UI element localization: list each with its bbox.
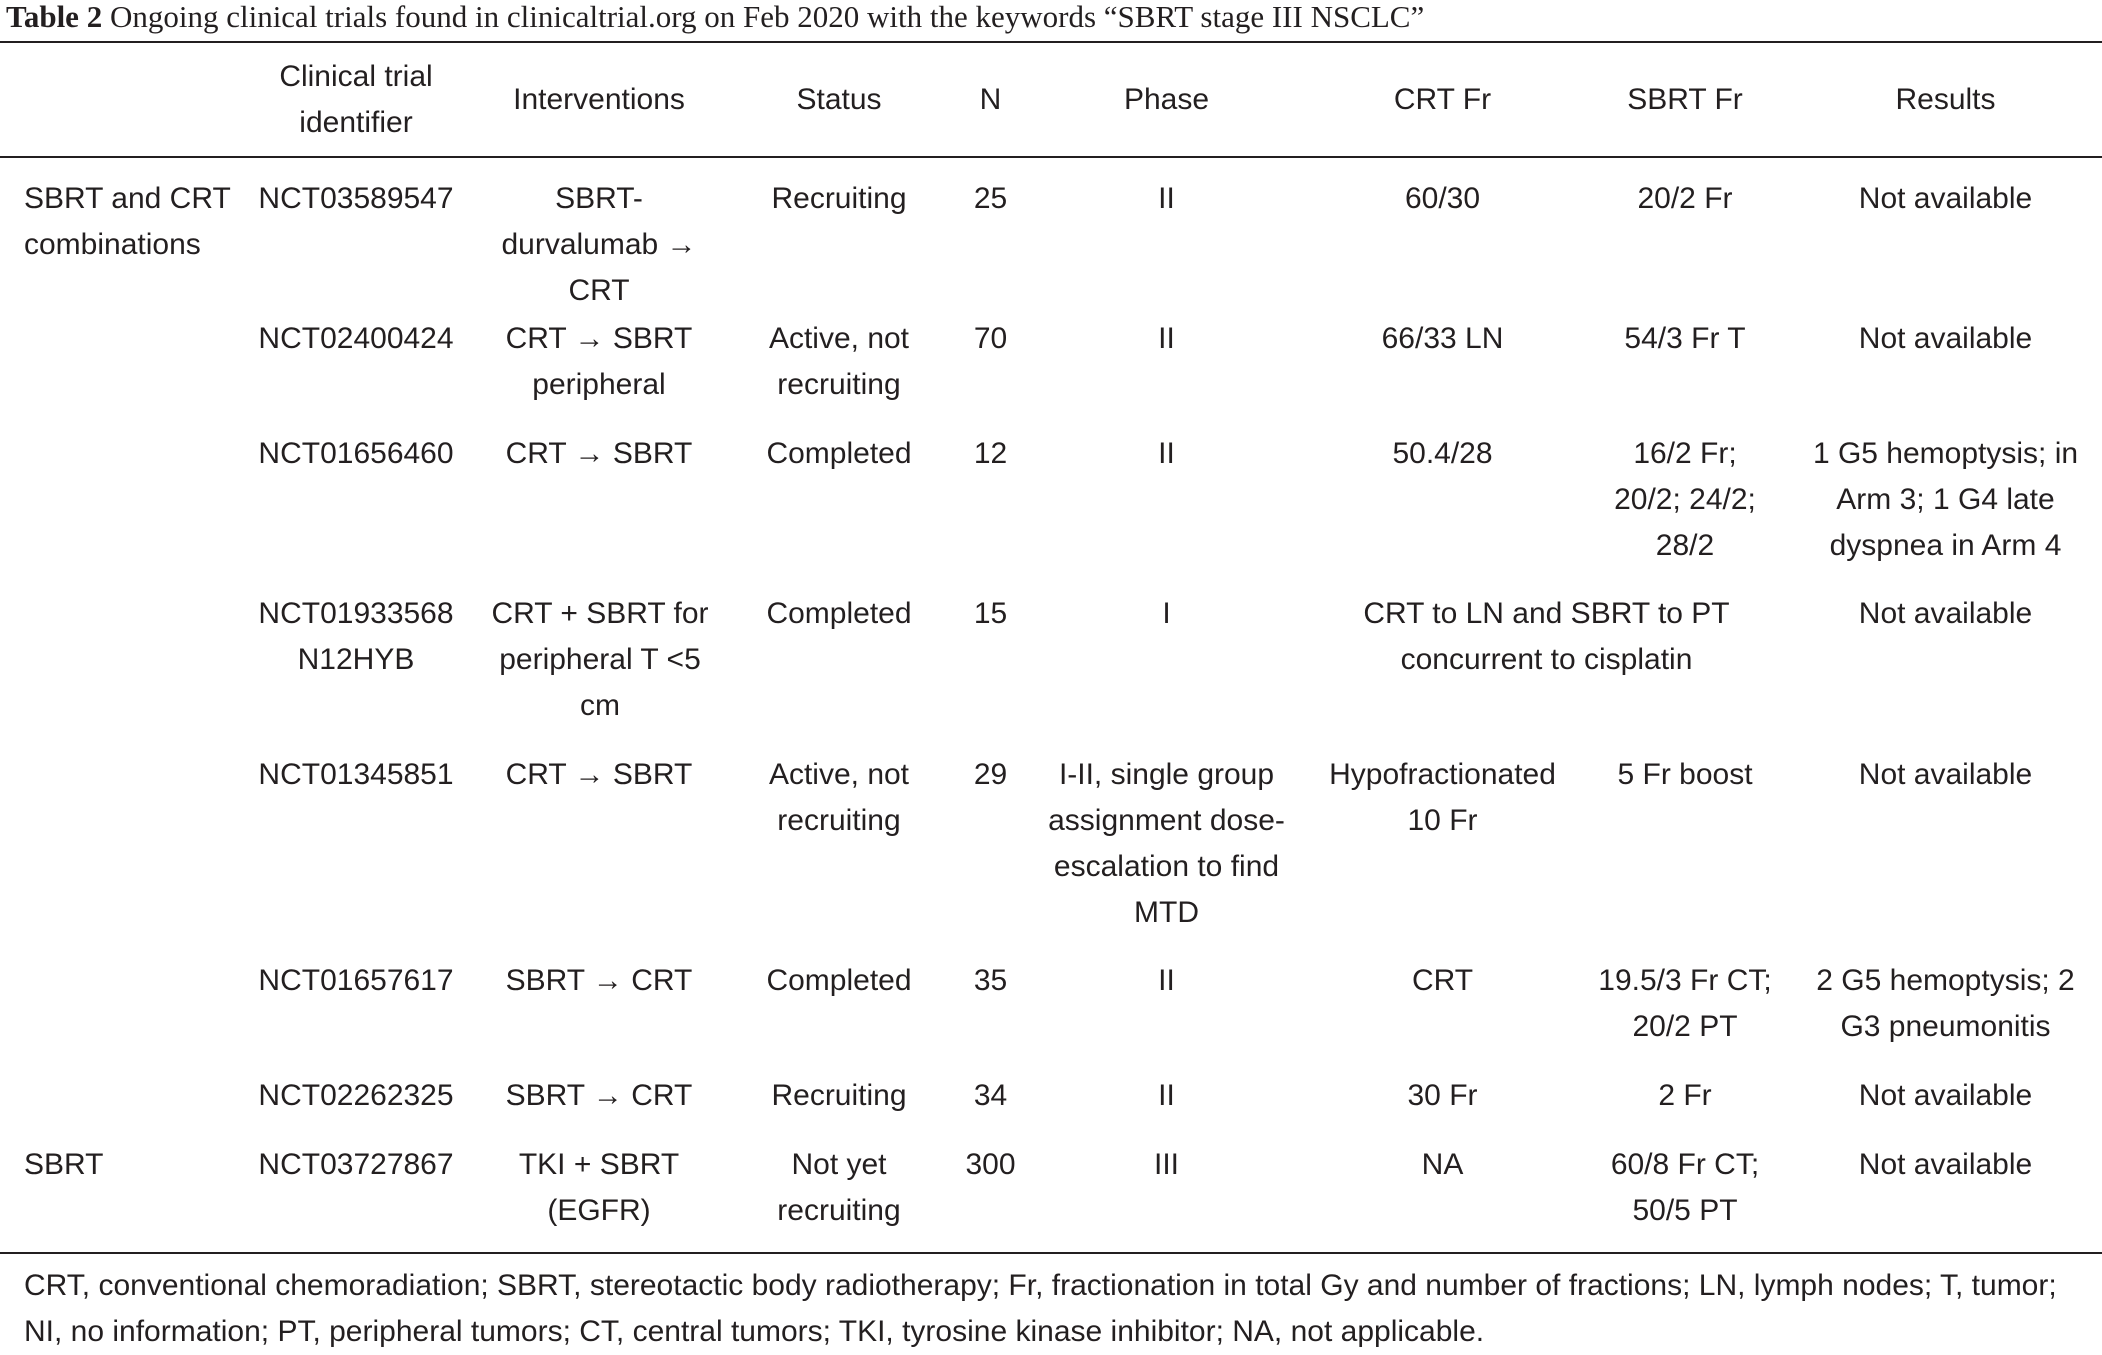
cell-interventions: SBRT → CRT (505, 964, 693, 997)
cell-group (0, 958, 240, 1073)
cell-phase: I (1162, 597, 1171, 630)
cell-crt-fr: 30 Fr (1407, 1079, 1478, 1112)
cell-sbrt-fr-text: 16/2 Fr; 20/2; 24/2; 28/2 (1614, 437, 1756, 562)
cell-status: Completed (766, 437, 912, 470)
cell-phase: III (1153, 1148, 1179, 1181)
cell-crt-sbrt-combined (1304, 591, 1789, 752)
cell-sbrt-fr-text: 60/8 Fr CT; 50/5 PT (1610, 1148, 1760, 1227)
cell-identifier: NCT02400424 (258, 322, 454, 355)
table-row (0, 316, 2102, 431)
cell-interventions: SBRT → CRT (505, 1079, 693, 1112)
cell-n: 25 (973, 182, 1008, 215)
cell-interventions (472, 156, 726, 316)
table-row (0, 958, 2102, 1073)
header-phase: Phase (1123, 82, 1210, 116)
header-interventions: Interventions (513, 82, 685, 116)
header-sbrt-fr: SBRT Fr (1627, 82, 1743, 116)
cell-crt-fr: CRT (1411, 964, 1474, 997)
cell-interventions (472, 591, 726, 752)
cell-crt-fr: 60/30 (1404, 182, 1481, 215)
cell-identifier-text: NCT01933568 N12HYB (258, 597, 454, 676)
cell-phase: II (1158, 437, 1175, 470)
cell-results (1789, 958, 2102, 1073)
cell-phase-text: I-II, single group assignment dose-escalation to find MTD (1048, 758, 1285, 929)
cell-group (0, 1073, 240, 1142)
header-identifier (240, 43, 472, 156)
cell-status-text: Not yet recruiting (777, 1148, 901, 1227)
cell-results: Not available (1858, 597, 2033, 630)
cell-identifier: NCT01656460 (258, 437, 454, 470)
cell-results: Not available (1858, 1079, 2033, 1112)
cell-sbrt-fr (1581, 958, 1789, 1073)
cell-crt-fr-text: Hypofractionated 10 Fr (1329, 758, 1556, 837)
header-crt-fr: CRT Fr (1393, 82, 1492, 116)
cell-crt-fr (1304, 752, 1581, 958)
cell-phase: II (1158, 322, 1175, 355)
table-footnote: CRT, conventional chemoradiation; SBRT, stereotactic body radiotherapy; Fr, fractionation in total Gy and number of fractions; LN, lymph nodes; T, tumor; NI, no information; PT, peripheral tumors; CT, central tumors; TKI, tyrosine kinase inhibitor; NA, not applicable. (24, 1269, 2057, 1348)
cell-group: SBRT (24, 1148, 104, 1181)
cell-status-text: Active, not recruiting (768, 758, 910, 837)
cell-results: Not available (1858, 1148, 2033, 1181)
cell-identifier: NCT03727867 (258, 1148, 454, 1181)
table-label: Table 2 (6, 0, 103, 34)
cell-interventions: CRT → SBRT (505, 758, 693, 791)
cell-sbrt-fr: 54/3 Fr T (1624, 322, 1746, 355)
cell-crt-sbrt-combined-text: CRT to LN and SBRT to PT concurrent to cisplatin (1363, 597, 1730, 676)
cell-group (0, 156, 240, 316)
cell-crt-fr: NA (1421, 1148, 1464, 1181)
cell-status-text: Active, not recruiting (768, 322, 910, 401)
header-identifier-line2: identifier (299, 105, 413, 139)
cell-sbrt-fr: 5 Fr boost (1617, 758, 1753, 791)
cell-n: 70 (973, 322, 1008, 355)
trials-table (0, 43, 2102, 1234)
cell-identifier: NCT01345851 (258, 758, 454, 791)
cell-interventions-text: CRT + SBRT for peripheral T <5 cm (491, 597, 709, 722)
table-caption (6, 0, 2096, 38)
cell-interventions-text: SBRT-durvalumab → CRT (501, 182, 697, 307)
header-row (0, 43, 2102, 156)
table-row (0, 1073, 2102, 1142)
header-identifier-line1: Clinical trial (279, 59, 433, 93)
cell-identifier: NCT03589547 (258, 182, 454, 215)
table-row (0, 591, 2102, 752)
table-row (0, 156, 2102, 316)
cell-crt-fr: 66/33 LN (1381, 322, 1504, 355)
cell-crt-fr: 50.4/28 (1392, 437, 1493, 470)
cell-group (0, 431, 240, 591)
cell-phase: II (1158, 182, 1175, 215)
cell-results: Not available (1858, 322, 2033, 355)
table-row (0, 431, 2102, 591)
cell-identifier (240, 591, 472, 752)
cell-sbrt-fr: 2 Fr (1658, 1079, 1712, 1112)
cell-n: 15 (973, 597, 1008, 630)
cell-status: Recruiting (771, 1079, 907, 1112)
cell-status (726, 752, 952, 958)
cell-results: Not available (1858, 182, 2033, 215)
cell-n: 34 (973, 1079, 1008, 1112)
cell-sbrt-fr (1581, 431, 1789, 591)
cell-n: 35 (973, 964, 1008, 997)
cell-status (726, 1142, 952, 1234)
table-row (0, 752, 2102, 958)
cell-status: Recruiting (771, 182, 907, 215)
cell-group (0, 316, 240, 431)
cell-phase: II (1158, 964, 1175, 997)
cell-sbrt-fr-text: 19.5/3 Fr CT; 20/2 PT (1598, 964, 1772, 1043)
cell-identifier: NCT02262325 (258, 1079, 454, 1112)
header-status: Status (796, 82, 882, 116)
cell-group (0, 591, 240, 752)
cell-sbrt-fr (1581, 1142, 1789, 1234)
table-title: Ongoing clinical trials found in clinicaltrial.org on Feb 2020 with the keywords “SBRT stage III NSCLC” (109, 0, 1425, 34)
cell-interventions (472, 316, 726, 431)
cell-interventions (472, 1142, 726, 1234)
cell-phase: II (1158, 1079, 1175, 1112)
cell-interventions: CRT → SBRT (505, 437, 693, 470)
cell-phase (1029, 752, 1304, 958)
cell-status (726, 316, 952, 431)
cell-sbrt-fr: 20/2 Fr (1637, 182, 1733, 215)
cell-group (0, 752, 240, 958)
cell-group-text: SBRT and CRT combinations (24, 182, 231, 261)
cell-results: Not available (1858, 758, 2033, 791)
header-results: Results (1895, 82, 1996, 116)
header-group (0, 43, 240, 156)
table-row (0, 1142, 2102, 1234)
cell-n: 12 (973, 437, 1008, 470)
bottom-rule (0, 1252, 2102, 1254)
cell-results-text: 2 G5 hemoptysis; 2 G3 pneumonitis (1816, 964, 2075, 1043)
cell-status: Completed (766, 597, 912, 630)
cell-results-text: 1 G5 hemoptysis; in Arm 3; 1 G4 late dyspnea in Arm 4 (1812, 437, 2079, 562)
cell-status: Completed (766, 964, 912, 997)
cell-n: 29 (973, 758, 1008, 791)
cell-interventions-text: CRT → SBRT peripheral (505, 322, 693, 401)
cell-identifier: NCT01657617 (258, 964, 454, 997)
header-n: N (979, 82, 1002, 116)
cell-interventions-text: TKI + SBRT (EGFR) (518, 1148, 680, 1227)
cell-results (1789, 431, 2102, 591)
cell-n: 300 (965, 1148, 1016, 1181)
